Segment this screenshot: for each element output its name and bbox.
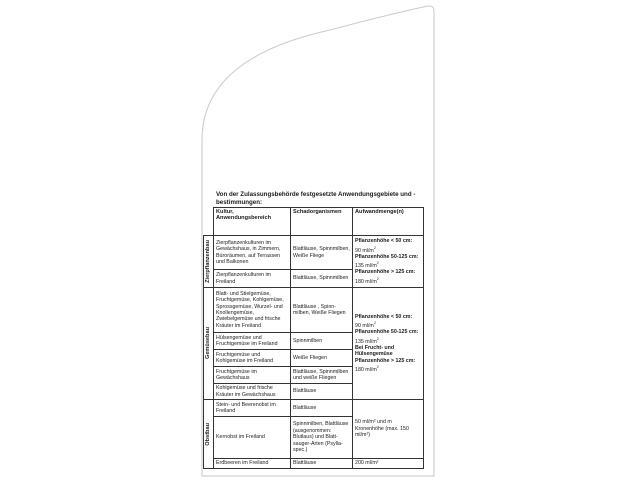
dose-value <box>355 364 421 373</box>
unit-sup: 2 <box>376 365 379 370</box>
unit-sup: 2 <box>376 261 379 266</box>
dose-label: Bei Frucht- und Hülsengemüse Pflanzenhöhe > 125 cm: <box>355 344 416 364</box>
crop-cell: Fruchtgemüse und Kohlgemüse im Freiland <box>214 350 291 367</box>
dose-value <box>355 336 421 345</box>
group-label-zierpflanzenbau <box>204 236 214 288</box>
pest-cell: Blattläuse <box>291 459 353 469</box>
dose-value <box>355 245 421 254</box>
unit-sup: 2 <box>373 245 376 250</box>
pest-cell: Blattläuse , Spinn-milben, Weiße Fliegen <box>291 288 353 333</box>
column-header-pest: Schadorganismen <box>291 208 353 236</box>
dose-value-text: 90 ml/m <box>355 322 374 329</box>
dose-cell-erdbeeren: 200 ml/m² <box>353 459 424 469</box>
crop-cell: Fruchtgemüse im Gewächshaus <box>214 367 291 384</box>
unit-sup: 2 <box>373 321 376 326</box>
crop-cell: Kernobst im Freiland <box>214 417 291 459</box>
pest-cell: Spinnmilben, Blattläuse (ausgenommen: Blutlaus) und Blatt-sauger-Arten (Psylla-spec.) <box>291 417 353 459</box>
table-row <box>204 400 424 417</box>
dose-value-text: 180 ml/m <box>355 366 377 373</box>
dose-label: Pflanzenhöhe < 50 cm: <box>355 238 413 245</box>
group-label-gemuesebau <box>204 288 214 400</box>
pest-cell: Weiße Fliegen <box>291 350 353 367</box>
dose-value-text: 90 ml/m <box>355 247 374 254</box>
column-header-dose: Aufwandmenge(n) <box>353 208 424 236</box>
dose-cell-gemuese <box>353 288 424 400</box>
crop-cell: Kohlgemüse und frische Kräuter im Gewächshaus <box>214 384 291 400</box>
application-table <box>203 207 424 469</box>
unit-sup: 2 <box>376 336 379 341</box>
pest-cell: Blattläuse, Spinnmilben, Weiße Fliege <box>291 236 353 270</box>
table-row <box>204 236 424 270</box>
crop-cell: Erdbeeren im Freiland <box>214 459 291 469</box>
dose-value <box>355 276 421 285</box>
dose-value-text: 135 ml/m <box>355 262 377 269</box>
unit-sup: 2 <box>376 276 379 281</box>
dose-label: Pflanzenhöhe 50-125 cm: <box>355 329 419 336</box>
dose-label: Pflanzenhöhe < 50 cm: <box>355 313 413 320</box>
dose-value-text: 180 ml/m <box>355 278 377 285</box>
table-row <box>204 288 424 333</box>
pest-cell: Blattläuse, Spinnmilben <box>291 270 353 288</box>
crop-cell: Zierpflanzenkulturen im Gewächshaus, in Zimmern, Büroräumen, auf Terrassen und Balkonen <box>214 236 291 270</box>
group-text: Obstbau <box>205 422 212 446</box>
table-header-row <box>204 208 424 236</box>
crop-cell: Stein- und Beerenobst im Freiland <box>214 400 291 417</box>
pest-cell: Blattläuse <box>291 384 353 400</box>
dose-value-text: 135 ml/m <box>355 338 377 345</box>
group-text: Gemüsebau <box>205 327 212 360</box>
section-heading: Von der Zulassungsbehörde festgesetzte Anwendungsgebiete und -bestimmungen: <box>216 191 416 206</box>
pest-cell: Blattläuse <box>291 400 353 417</box>
column-header-crop: Kultur, Anwendungsbereich <box>214 208 291 236</box>
group-text: Zierpflanzenbau <box>205 240 212 283</box>
dose-label: Pflanzenhöhe 50-125 cm: <box>355 253 419 260</box>
dose-value <box>355 320 421 329</box>
group-label-obstbau <box>204 400 214 469</box>
crop-cell: Hülsengemüse und Fruchtgemüse im Freiland <box>214 333 291 350</box>
dose-value <box>355 260 421 269</box>
table-row <box>204 459 424 469</box>
header-spacer <box>204 208 214 236</box>
dose-cell-kernobst: 50 ml/m² und m Kronenhöhe (max. 150 ml/m²) <box>353 400 424 459</box>
crop-cell: Blatt- und Stielgemüse, Fruchtgemüse, Kohlgemüse, Sprossgemüse, Wurzel- und Knollengemüse, Zwiebelgemüse und frische Kräuter im Freiland <box>214 288 291 333</box>
pest-cell: Blattläuse, Spinnmilben und weiße Fliegen <box>291 367 353 384</box>
dose-cell-zier <box>353 236 424 288</box>
pest-cell: Spinnmilben <box>291 333 353 350</box>
dose-label: Pflanzenhöhe > 125 cm: <box>355 269 416 276</box>
crop-cell: Zierpflanzenkulturen im Freiland <box>214 270 291 288</box>
